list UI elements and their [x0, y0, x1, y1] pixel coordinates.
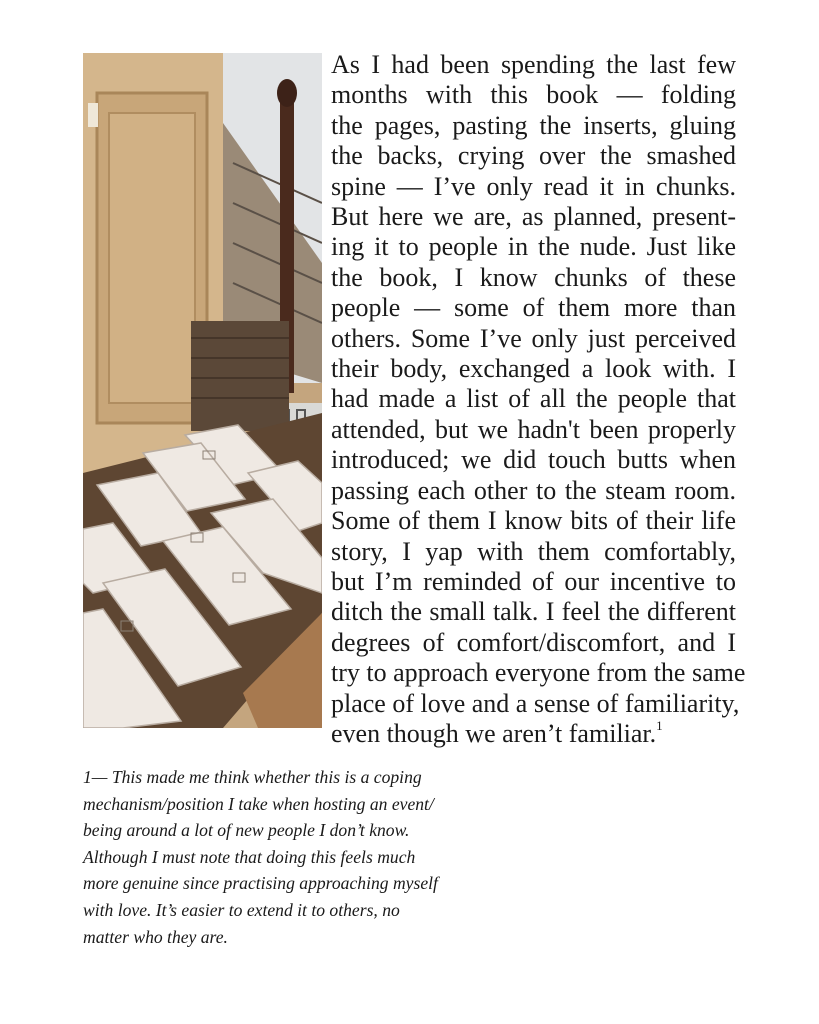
body-line: Some of them I know bits of their life — [331, 506, 736, 536]
body-line: others. Some I’ve only just perceived — [331, 323, 736, 353]
footnote — [83, 764, 523, 950]
body-line: introduced; we did touch butts when — [331, 445, 736, 475]
footnote-line: Although I must note that doing this feels much — [83, 846, 416, 867]
photo-illustration — [83, 53, 322, 728]
body-line: the pages, pasting the inserts, gluing — [331, 110, 736, 140]
footnote-line: matter who they are. — [83, 926, 228, 947]
body-line: But here we are, as planned, present- — [331, 202, 736, 232]
footnote-line: 1— This made me think whether this is a coping — [83, 767, 422, 787]
body-line: As I had been spending the last few — [331, 50, 736, 79]
body-line: place of love and a sense of familiarity, — [331, 688, 740, 718]
body-line: had made a list of all the people that — [331, 384, 736, 414]
footnote-reference: 1 — [656, 717, 663, 733]
body-line: but I’m reminded of our incentive to — [331, 566, 736, 596]
footnote-line: mechanism/position I take when hosting an event/ — [83, 793, 434, 814]
main-body-text — [331, 50, 746, 749]
footnote-line: with love. It’s easier to extend it to others, no — [83, 899, 400, 920]
body-line: ing it to people in the nude. Just like — [331, 232, 736, 262]
body-line: the backs, crying over the smashed — [331, 141, 736, 171]
body-line: their body, exchanged a look with. I — [331, 354, 736, 384]
footnote-line: being around a lot of new people I don’t know. — [83, 820, 410, 841]
footnote-line: more genuine since practising approaching myself — [83, 873, 438, 894]
body-line: attended, but we hadn't been properly — [331, 414, 736, 444]
body-line: people — some of them more than — [331, 293, 736, 323]
body-line: ditch the small talk. I feel the different — [331, 597, 736, 627]
body-line: passing each other to the steam room. — [331, 475, 736, 505]
body-line: spine — I’ve only read it in chunks. — [331, 171, 736, 201]
body-line: degrees of comfort/discomfort, and I — [331, 627, 736, 657]
body-line: try to approach everyone from the same — [331, 658, 746, 688]
body-line: story, I yap with them comfortably, — [331, 536, 736, 566]
body-line: months with this book — folding — [331, 80, 736, 110]
body-line: the book, I know chunks of these — [331, 262, 736, 292]
body-last-text: even though we aren’t familiar. — [331, 718, 657, 748]
body-line-last — [331, 719, 736, 749]
book-table-photo — [83, 53, 322, 728]
